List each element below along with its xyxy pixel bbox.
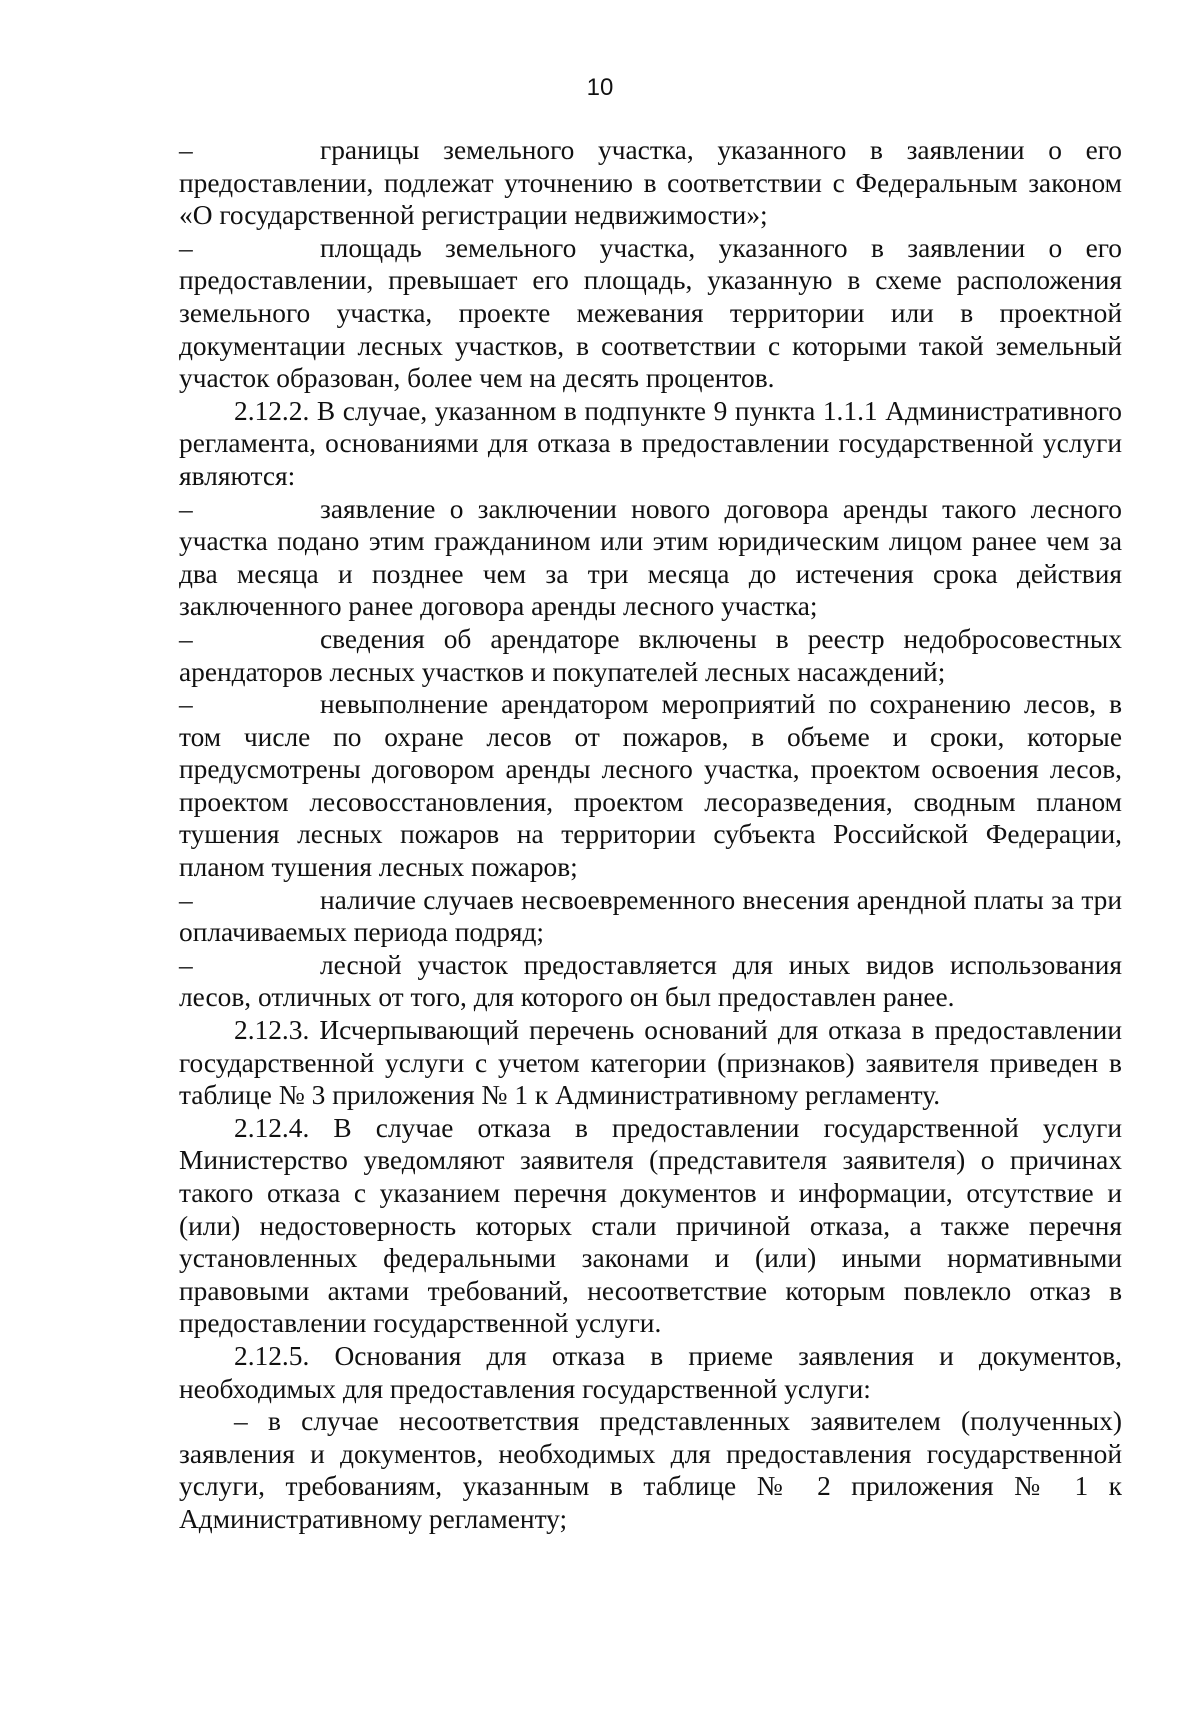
- dash-marker: –: [179, 623, 193, 654]
- list-item-text: площадь земельного участка, указанного в заявлении о его предоставлении, превышает его площадь, указанную в схеме расположения земельного участка, проекте межевания территории или в проектной документации лесных участков, в соответствии с которыми такой земельный участок образован, более чем на десять процентов.: [179, 232, 1122, 394]
- dash-marker: –: [179, 135, 193, 165]
- dash-marker: –: [179, 689, 193, 720]
- list-item: [179, 949, 1122, 1014]
- paragraph: 2.12.2. В случае, указанном в подпункте 9 пункта 1.1.1 Административного регламента, основаниями для отказа в предоставлении государственной услуги являются:: [179, 395, 1122, 491]
- list-item: [179, 688, 1122, 884]
- page-number: 10: [586, 74, 614, 101]
- list-item-text: невыполнение арендатором мероприятий по сохранению лесов, в том числе по охране лесов от пожаров, в объеме и сроки, которые предусмотрены договором аренды лесного участка, проектом освоения лесов, проектом лесовосстановления, проектом лесоразведения, сводным планом тушения лесных пожаров на территории субъекта Российской Федерации, планом тушения лесных пожаров;: [179, 689, 1122, 883]
- list-item-text: наличие случаев несвоевременного внесения арендной платы за три оплачиваемых периода подряд;: [179, 884, 1122, 948]
- list-item: [179, 884, 1122, 949]
- list-item: [179, 232, 1122, 395]
- dash-marker: –: [179, 493, 193, 524]
- list-item: [179, 493, 1122, 623]
- list-item-text: границы земельного участка, указанного в заявлении о его предоставлении, подлежат уточнению в соответствии с Федеральным законом «О государственной регистрации недвижимости»;: [179, 135, 1122, 231]
- list-item-text: заявление о заключении нового договора аренды такого лесного участка подано этим гражданином или этим юридическим лицом ранее чем за два месяца и позднее чем за три месяца до истечения срока действия заключенного ранее договора аренды лесного участка;: [179, 493, 1122, 622]
- paragraph: 2.12.5. Основания для отказа в приеме заявления и документов, необходимых для предоставления государственной услуги:: [179, 1340, 1122, 1404]
- paragraph: 2.12.4. В случае отказа в предоставлении государственной услуги Министерство уведомляют заявителя (представителя заявителя) о причинах такого отказа с указанием перечня документов и информации, отсутствие и (или) недостоверность которых стали причиной отказа, а также перечня установленных федеральными законами и (или) иными нормативными правовыми актами требований, несоответствие которым повлекло отказ в предоставлении государственной услуги.: [179, 1112, 1122, 1339]
- list-item: – в случае несоответствия представленных заявителем (полученных) заявления и документов, необходимых для предоставления государственной услуги, требованиям, указанным в таблице № 2 приложения № 1 к Административному регламенту;: [179, 1406, 1122, 1534]
- list-item: [179, 623, 1122, 688]
- list-item-text: сведения об арендаторе включены в реестр недобросовестных арендаторов лесных участков и покупателей лесных насаждений;: [179, 623, 1122, 687]
- dash-marker: –: [179, 949, 193, 980]
- paragraph: 2.12.3. Исчерпывающий перечень оснований для отказа в предоставлении государственной услуги с учетом категории (признаков) заявителя приведен в таблице № 3 приложения № 1 к Административному регламенту.: [179, 1015, 1122, 1111]
- dash-marker: –: [179, 232, 193, 263]
- list-item-text: лесной участок предоставляется для иных видов использования лесов, отличных от того, для которого он был предоставлен ранее.: [179, 949, 1122, 1013]
- document-body: [179, 134, 1122, 1536]
- list-item: [179, 134, 1122, 232]
- dash-marker: –: [179, 884, 193, 915]
